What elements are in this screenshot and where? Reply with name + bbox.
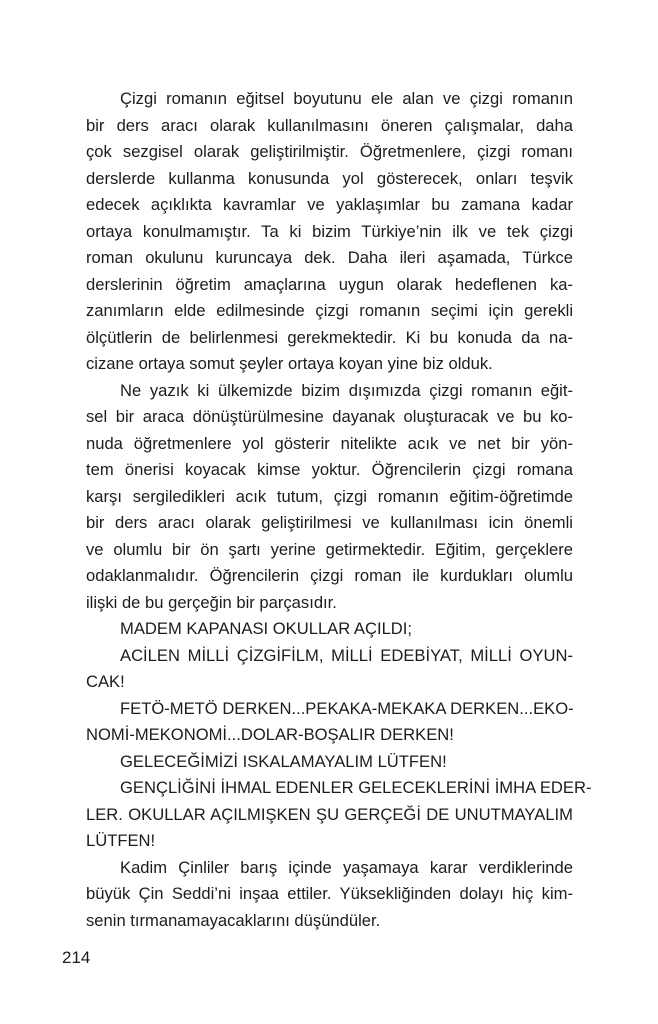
text-line: nuda öğretmenlere yol gösterir nitelikte acık ve net bir yön-: [86, 433, 573, 453]
text-line: Kadim Çinliler barış içinde yaşamaya karar verdiklerinde: [120, 857, 573, 877]
text-line: ilişki de bu gerçeğin bir parçasıdır.: [86, 592, 337, 612]
page-body: [86, 86, 592, 934]
text-line: ACİLEN MİLLİ ÇİZGİFİLM, MİLLİ EDEBİYAT, MİLLİ OYUN-: [120, 645, 573, 665]
text-line: NOMİ-MEKONOMİ...DOLAR-BOŞALIR DERKEN!: [86, 725, 454, 744]
text-line: ölçütlerin de belirlenmesi gerekmektedir. Ki bu konuda da na-: [86, 327, 573, 347]
paragraph: [86, 696, 573, 749]
text-line: tem önerisi koyacak kimse yoktur. Öğrencilerin çizgi romana: [86, 460, 573, 479]
text-line: büyük Çin Seddi’ni inşaa ettiler. Yüksekliğinden dolayı hiç kim-: [86, 884, 573, 903]
text-line: edecek açıklıkta kavramlar ve yaklaşımlar bu zamana kadar: [86, 195, 573, 214]
paragraph: [86, 378, 573, 617]
text-line: MADEM KAPANASI OKULLAR AÇILDI;: [120, 619, 413, 638]
text-line: CAK!: [86, 672, 125, 691]
text-line: LÜTFEN!: [86, 831, 156, 850]
paragraph: [86, 616, 573, 643]
text-line: sel bir araca dönüştürülmesine dayanak oluşturacak ve bu ko-: [86, 407, 573, 426]
text-line: derslerinin öğretim amaçlarına uygun olarak hedeflenen ka-: [86, 274, 573, 294]
paragraph: [86, 855, 573, 935]
text-line: zanımların elde edilmesinde çizgi romanın seçimi için gerekli: [86, 301, 573, 320]
text-line: LER. OKULLAR AÇILMIŞKEN ŞU GERÇEĞİ DE UNUTMAYALIM: [86, 804, 573, 824]
text-line: Çizgi romanın eğitsel boyutunu ele alan ve çizgi romanın: [120, 89, 573, 108]
text-line: cizane ortaya somut şeyler ortaya koyan yine biz olduk.: [86, 354, 493, 373]
text-line: FETÖ-METÖ DERKEN...PEKAKA-MEKAKA DERKEN...EKO-: [120, 698, 574, 718]
text-line: bir ders aracı olarak kullanılmasını öneren çalışmalar, daha: [86, 115, 573, 135]
text-line: ortaya konulmamıştır. Ta ki bizim Türkiye’nin ilk ve tek çizgi: [86, 221, 573, 241]
text-line: derslerde kullanma konusunda yol gösterecek, onları teşvik: [86, 168, 573, 188]
paragraph: [86, 775, 592, 855]
page-number: 214: [62, 948, 91, 967]
text-line: GENÇLİĞİNİ İHMAL EDENLER GELECEKLERİNİ İMHA EDER-: [120, 778, 592, 797]
text-line: bir ders aracı olarak geliştirilmesi ve kullanılması icin önemli: [86, 513, 573, 532]
paragraph: [86, 86, 573, 378]
text-line: odaklanmalıdır. Öğrencilerin çizgi roman ile kurdukları olumlu: [86, 566, 573, 585]
text-line: ve olumlu bir ön şartı yerine getirmektedir. Eğitim, gerçeklere: [86, 539, 573, 559]
text-line: karşı sergiledikleri acık tutum, çizgi romanın eğitim-öğretimde: [86, 486, 573, 506]
text-line: senin tırmanamayacaklarını düşündüler.: [86, 910, 381, 930]
text-line: çok sezgisel olarak geliştirilmiştir. Öğretmenlere, çizgi romanı: [86, 142, 573, 161]
paragraph: [86, 643, 573, 696]
text-line: Ne yazık ki ülkemizde bizim dışımızda çizgi romanın eğit-: [120, 380, 573, 400]
paragraph: [86, 749, 573, 776]
text-line: GELECEĞİMİZİ ISKALAMAYALIM LÜTFEN!: [120, 751, 447, 771]
text-line: roman okulunu kuruncaya dek. Daha ileri aşamada, Türkce: [86, 248, 573, 267]
